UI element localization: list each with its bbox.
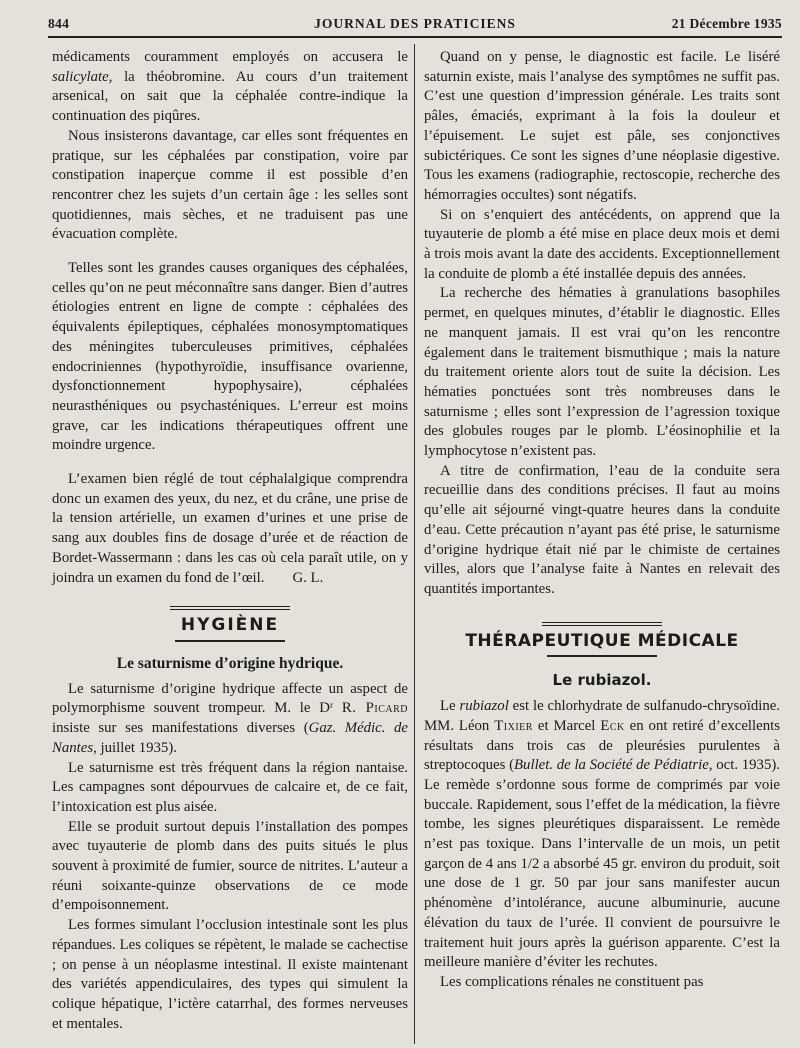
author-name: R. Picard <box>341 700 408 717</box>
paragraph: A titre de confirmation, l’eau de la conduite sera recueillie dans des conditions précises. Il faut au moins qu’elle ait séjourné vingt-quatre heures dans la conduite d’eau. Cette précaution n’ayant pas été prise, le saturnisme d’origine hydrique était nié par le chimiste de certaines villes, alors que l’analyse faite à Nantes en relevait des quantités importantes. <box>424 462 780 597</box>
header-rule <box>48 36 782 38</box>
paragraph: Les formes simulant l’occlusion intestinale sont les plus répandues. Les coliques se répètent, le malade se cachectise ; on pense à un néoplasme intestinal. Il existe maintenant des variétés appendiculaires, des types qui simulent la colique hépatique, l’ictère catarrhal, des formes nerveuses et mentales. <box>52 917 408 1032</box>
paragraph: Les complications rénales ne constituent pas <box>440 973 704 990</box>
paragraph: Nous insisterons davantage, car elles sont fréquentes en pratique, sur les céphalées par constipation, voire par constipation inaperçue comme il est possible d’en rencontrer chez les sujets d’un certain âge : les selles sont quotidiennes, mais sèches, et ne traduisent pas une évacuation complète. <box>52 127 408 243</box>
author-signature: G. L. <box>292 569 324 586</box>
paragraph: Elle se produit surtout depuis l’installation des pompes avec tuyauterie de plomb dans des puits situés le plus souvent à proximité de fumier, source de nitrites. L’auteur a réuni soixante-quinze observations de ce mode d’empoisonnement. <box>52 818 408 914</box>
paragraph: La recherche des hématies à granulations basophiles permet, en quelques minutes, d’établir le diagnostic. Elles ne manquent jamais. Il est vrai qu’on les rencontre également dans le traitement bismuthique ; mais la nature du traitement oriente alors tout de suite la décision. Les hématies ponctuées sont très nombreuses dans le saturnisme ; elles sont l’expression de l’agression toxique des globules rouges par le plomb. L’éosinophilie et la lymphocytose n’existent pas. <box>424 285 780 460</box>
author-name: Tixier <box>494 717 533 734</box>
paragraph: Si on s’enquiert des antécédents, on apprend que la tuyauterie de plomb a été mise en place deux mois et demi à trois mois avant la date des accidents. Exceptionnellement la conduite de plomb a été installée depuis des années. <box>424 206 780 282</box>
paragraph: médicaments couramment employés on accusera le salicylate, la théobromine. Au cours d’un traitement arsenical, on sait que la céphalée contre-indique la continuation des piqûres. <box>52 49 408 125</box>
page-header <box>48 14 782 36</box>
column-divider <box>414 44 415 1044</box>
article-title: Le rubiazol. <box>552 671 652 690</box>
paragraph: Le saturnisme d’origine hydrique affecte un aspect de polymorphisme souvent trompeur. M. le Dʳ R. Picard insiste sur ses manifestations diverses (Gaz. Médic. de Nantes, juillet 1935). <box>52 680 408 756</box>
page-number: 844 <box>48 16 70 31</box>
right-column <box>424 48 780 993</box>
paragraph: Quand on y pense, le diagnostic est facile. Le liséré saturnin existe, mais l’analyse des symptômes ne suffit pas. C’est une question d’impression générale. Les traits sont pâles, émaciés, exprimant à la fois la douleur et l’épuisement. Le sujet est pâle, ses conjonctives subictériques. Ce sont les signes d’une néoplasie digestive. Tous les examens (radiographie, rectoscopie, recherche des hémorragies occultes) sont négatifs. <box>424 49 780 203</box>
paragraph: Le saturnisme est très fréquent dans la région nantaise. Les campagnes sont dépourvues de calcaire et, de ce fait, l’intoxication est plus aisée. <box>52 759 408 815</box>
journal-title: JOURNAL DES PRATICIENS <box>314 16 516 31</box>
issue-date: 21 Décembre 1935 <box>671 16 782 31</box>
paragraph: Le rubiazol est le chlorhydrate de sulfanudo-chrysoïdine. MM. Léon Tixier et Marcel Eck en ont retiré d’excellents résultats dans trois cas de pleurésies purulentes à streptocoques (Bullet. de la Société de Pédiatrie, oct. 1935). Le remède s’ordonne sous forme de comprimés par voie buccale. Rapidement, sous l’effet de la médication, la fièvre tombe, les signes pleurétiques disparaissent. Le remède n’est pas toxique. Dans l’intervalle de un mois, un petit garçon de 4 ans 1/2 a absorbé 45 gr. environ du produit, soit une dose de 1 gr. 50 par jour sans manifester aucun phénomène d’intolérance, aucune albuminurie, aucune élévation du taux de l’urée. Il convient de poursuivre le traitement huit jours après la guérison apparente. C’est la meilleure manière d’éviter les rechutes. <box>424 698 780 971</box>
left-column <box>52 48 408 1034</box>
author-name: Eck <box>600 717 625 734</box>
paragraph: L’examen bien réglé de tout céphalalgique comprendra donc un examen des yeux, du nez, et du crâne, une prise de la tension artérielle, un examen d’urines et une prise de sang aux doubles fins de dosage d’urée et de réaction de Bordet-Wassermann : dans les cas où cela paraît utile, on y joindra un examen du fond de l’œil. G. L. <box>52 471 408 586</box>
paragraph: Telles sont les grandes causes organiques des céphalées, celles qu’on ne peut méconnaître sans danger. Bien d’autres étiologies entrent en ligne de compte : céphalées des équivalents épileptiques, céphalées monosymptomatiques des méningites tuberculeuses primitives, céphalées endocriniennes (hypothyroïdie, insuffisance ovarienne, dysfonctionnement hypophysaire), céphalées neurasthéniques ou psychasténiques. L’erreur est moins grave, car les indications thérapeutiques offrent une moindre urgence. <box>52 260 408 454</box>
article-title: Le saturnisme d’origine hydrique. <box>116 654 344 672</box>
section-title-hygiene: HYGIÈNE <box>180 615 280 636</box>
section-title-therapeutique: THÉRAPEUTIQUE MÉDICALE <box>465 630 739 651</box>
